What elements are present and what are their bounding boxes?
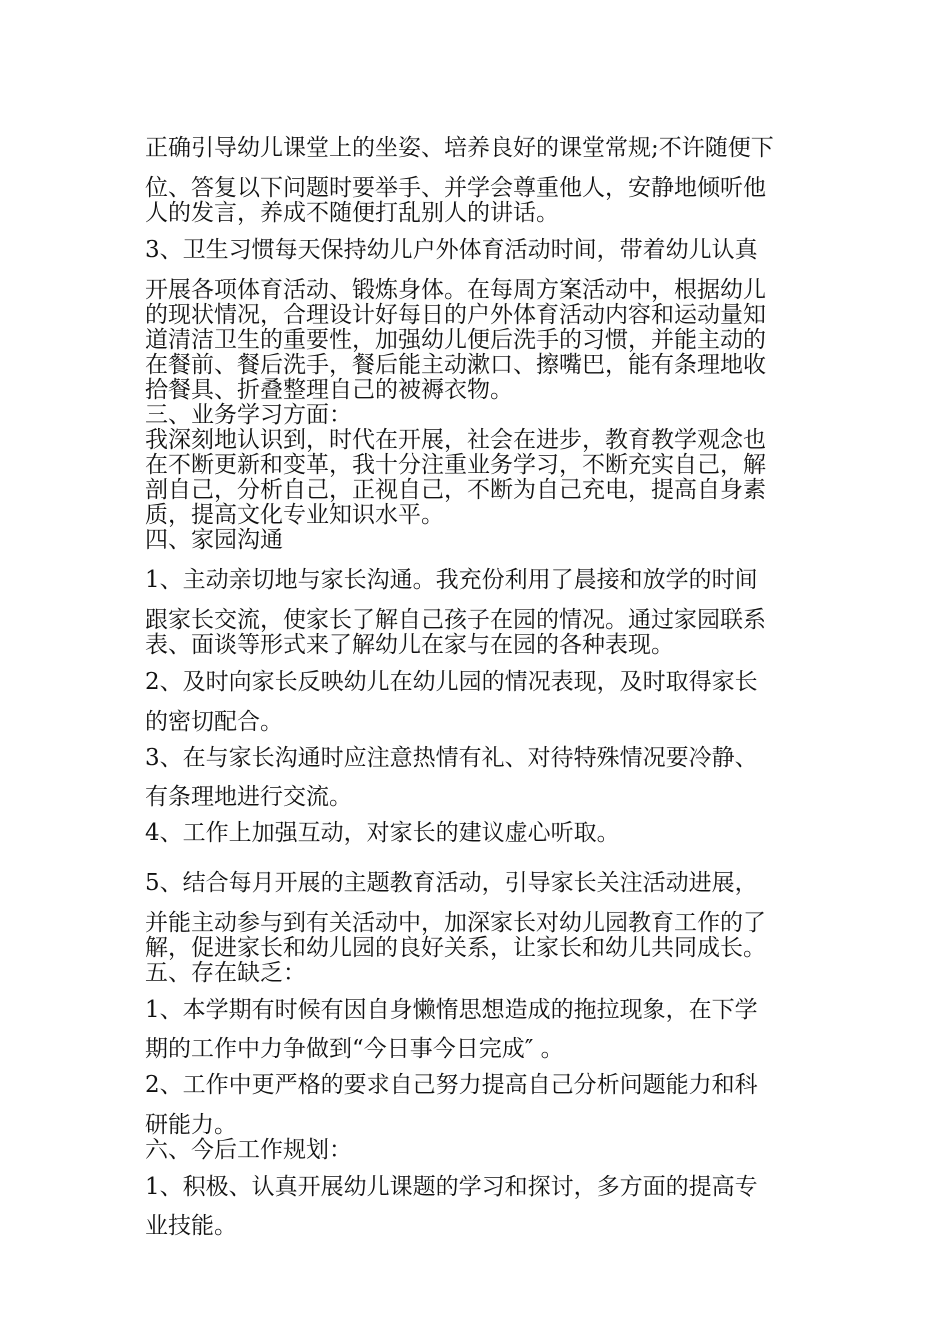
text-line: 跟家长交流，使家长了解自己孩子在园的情况。通过家园联系	[145, 607, 766, 633]
text-line: 1、积极、认真开展幼儿课题的学习和探讨，多方面的提高专	[145, 1174, 758, 1200]
text-line: 的密切配合。	[145, 709, 283, 735]
text-line: 1、本学期有时候有因自身懒惰思想造成的拖拉现象，在下学	[145, 997, 758, 1023]
text-line: 2、及时向家长反映幼儿在幼儿园的情况表现，及时取得家长	[145, 669, 758, 695]
text-line: 1、主动亲切地与家长沟通。我充份利用了晨接和放学的时间	[145, 567, 758, 593]
text-line: 质，提高文化专业知识水平。	[145, 502, 444, 528]
text-line: 业技能。	[145, 1213, 237, 1239]
text-line: 的现状情况，合理设计好每日的户外体育活动内容和运动量知	[145, 302, 766, 328]
section-heading: 三、业务学习方面：	[145, 402, 352, 428]
text-line: 并能主动参与到有关活动中，加深家长对幼儿园教育工作的了	[145, 910, 766, 936]
text-line: 期的工作中力争做到“今日事今日完成″ 。	[145, 1036, 564, 1062]
text-line: 有条理地进行交流。	[145, 784, 352, 810]
text-line: 研能力。	[145, 1112, 237, 1138]
text-line: 3、在与家长沟通时应注意热情有礼、对待特殊情况要冷静、	[145, 745, 758, 771]
text-line: 剖自己，分析自己，正视自己，不断为自己充电，提高自身素	[145, 477, 766, 503]
text-line: 解，促进家长和幼儿园的良好关系，让家长和幼儿共同成长。	[145, 935, 766, 961]
text-line: 2、工作中更严格的要求自己努力提高自己分析问题能力和科	[145, 1072, 758, 1098]
text-line: 我深刻地认识到，时代在开展，社会在进步，教育教学观念也	[145, 427, 766, 453]
section-heading: 五、存在缺乏：	[145, 960, 306, 986]
section-heading: 四、家园沟通	[145, 527, 283, 553]
text-line: 表、面谈等形式来了解幼儿在家与在园的各种表现。	[145, 632, 674, 658]
text-line: 道清洁卫生的重要性，加强幼儿便后洗手的习惯，并能主动的	[145, 327, 766, 353]
text-line: 人的发言，养成不随便打乱别人的讲话。	[145, 200, 559, 226]
text-line: 4、工作上加强互动，对家长的建议虚心听取。	[145, 820, 620, 846]
text-line: 5、结合每月开展的主题教育活动，引导家长关注活动进展，	[145, 870, 758, 896]
text-line: 3、卫生习惯每天保持幼儿户外体育活动时间，带着幼儿认真	[145, 237, 758, 263]
section-heading: 六、今后工作规划：	[145, 1137, 352, 1163]
text-line: 正确引导幼儿课堂上的坐姿、培养良好的课堂常规;不许随便下	[145, 135, 774, 161]
text-line: 在餐前、餐后洗手，餐后能主动漱口、擦嘴巴，能有条理地收	[145, 352, 766, 378]
text-line: 位、答复以下问题时要举手、并学会尊重他人，安静地倾听他	[145, 175, 766, 201]
text-line: 在不断更新和变革，我十分注重业务学习，不断充实自己，解	[145, 452, 766, 478]
text-line: 拾餐具、折叠整理自己的被褥衣物。	[145, 377, 513, 403]
text-line: 开展各项体育活动、锻炼身体。在每周方案活动中，根据幼儿	[145, 277, 766, 303]
